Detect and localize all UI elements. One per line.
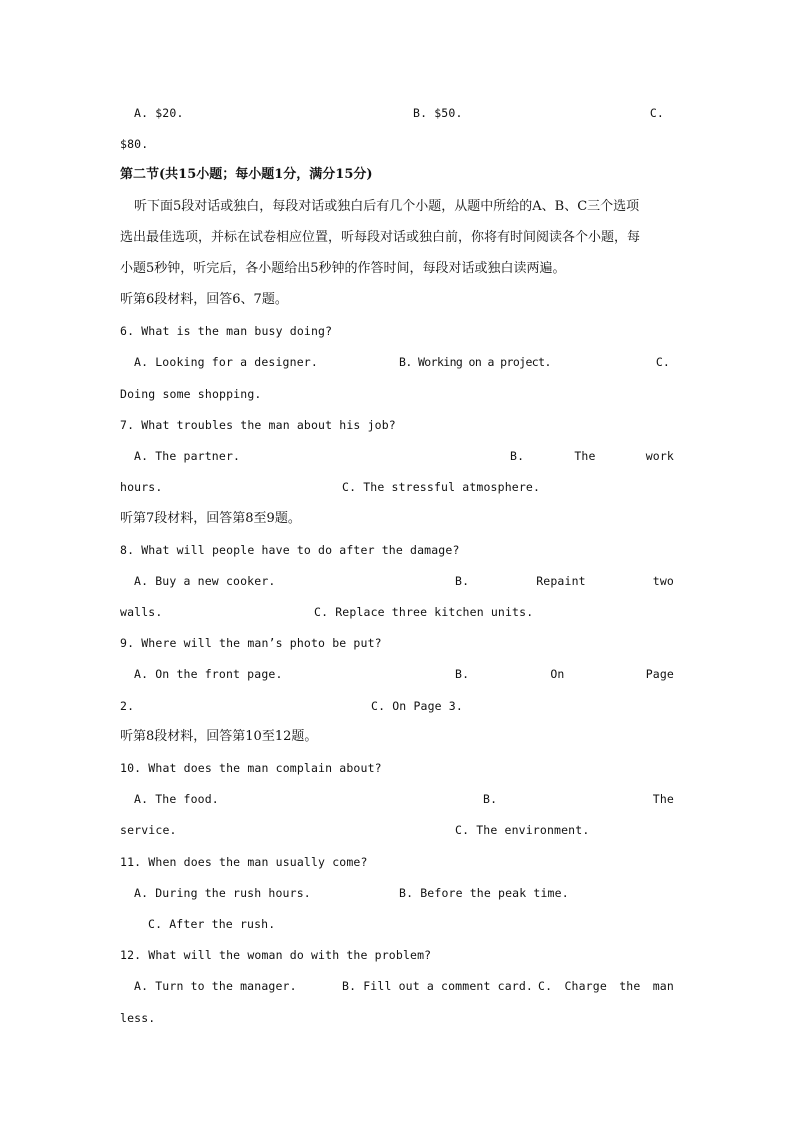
q7-option-a: A. The partner.	[134, 449, 241, 463]
q12-option-c-word: the	[619, 979, 641, 993]
q7-option-b-word: work	[645, 449, 674, 463]
q8-options-row	[120, 571, 674, 591]
q12-options-row	[120, 976, 674, 996]
q6-option-a: A. Looking for a designer.	[134, 355, 318, 369]
q10-option-a: A. The food.	[134, 792, 219, 806]
q8-option-b-word: Repaint	[536, 574, 586, 588]
q9-option-b	[455, 664, 674, 684]
q11-option-b: B. Before the peak time.	[399, 886, 569, 900]
q6-options-row	[120, 352, 674, 372]
q8-option-c: C. Replace three kitchen units.	[314, 605, 534, 619]
q5-option-b: B. $50.	[413, 106, 463, 120]
q12-option-c	[538, 976, 674, 996]
dialog8-intro: 听第8段材料，回答第10至12题。	[120, 729, 318, 744]
q5-options-row	[120, 103, 674, 123]
q12-option-a: A. Turn to the manager.	[134, 979, 297, 993]
instructions-line-3: 小题5秒钟，听完后，各小题给出5秒钟的作答时间，每段对话或独白读两遍。	[120, 261, 566, 276]
q9-option-b-cont: 2.	[120, 699, 135, 713]
q6-option-c-letter: C.	[655, 355, 670, 369]
q9-options-row	[120, 664, 674, 684]
q8-option-b-word: two	[652, 574, 674, 588]
q6-option-b: B. Working on a project.	[399, 355, 551, 369]
q9-stem: 9. Where will the man’s photo be put?	[120, 636, 382, 650]
q7-stem: 7. What troubles the man about his job?	[120, 418, 396, 432]
q9-options-row-2	[120, 696, 674, 716]
q10-option-b-word: B.	[483, 792, 498, 806]
q9-option-c: C. On Page 3.	[371, 699, 463, 713]
q11-option-c: C. After the rush.	[148, 917, 276, 931]
q7-options-row-2	[120, 477, 674, 497]
q10-option-c: C. The environment.	[455, 823, 590, 837]
q7-option-b	[510, 446, 674, 466]
q12-option-c-word: man	[652, 979, 674, 993]
q7-option-b-cont: hours.	[120, 480, 163, 494]
q9-option-b-word: On	[550, 667, 565, 681]
q10-option-b-cont: service.	[120, 823, 177, 837]
instructions-line-2: 选出最佳选项，并标在试卷相应位置，听每段对话或独白前，你将有时间阅读各个小题，每	[120, 230, 641, 245]
instructions-line-1: 听下面5段对话或独白，每段对话或独白后有几个小题，从题中所给的A、B、C三个选项	[134, 199, 640, 214]
q11-options-row	[120, 883, 674, 903]
q10-option-b	[483, 789, 674, 809]
q7-option-b-word: B.	[510, 449, 525, 463]
q10-options-row	[120, 789, 674, 809]
q7-options-row	[120, 446, 674, 466]
q8-stem: 8. What will people have to do after the damage?	[120, 543, 460, 557]
q5-option-a: A. $20.	[134, 106, 184, 120]
q10-stem: 10. What does the man complain about?	[120, 761, 382, 775]
q9-option-a: A. On the front page.	[134, 667, 283, 681]
q8-option-b-cont: walls.	[120, 605, 163, 619]
q7-option-b-word: The	[574, 449, 596, 463]
q10-options-row-2	[120, 820, 674, 840]
q9-option-b-word: B.	[455, 667, 470, 681]
q6-stem: 6. What is the man busy doing?	[120, 324, 333, 338]
q12-stem: 12. What will the woman do with the problem?	[120, 948, 432, 962]
dialog7-intro: 听第7段材料，回答第8至9题。	[120, 511, 301, 526]
section-heading: 第二节(共15小题；每小题1分，满分15分)	[120, 167, 373, 182]
q12-option-b: B. Fill out a comment card.	[342, 979, 533, 993]
q12-option-c-word: C.	[538, 979, 553, 993]
q11-stem: 11. When does the man usually come?	[120, 855, 368, 869]
q12-option-c-word: Charge	[564, 979, 607, 993]
q8-option-b-word: B.	[455, 574, 470, 588]
q8-options-row-2	[120, 602, 674, 622]
dialog6-intro: 听第6段材料，回答6、7题。	[120, 292, 288, 307]
q8-option-a: A. Buy a new cooker.	[134, 574, 276, 588]
q7-option-c: C. The stressful atmosphere.	[342, 480, 541, 494]
q9-option-b-word: Page	[645, 667, 674, 681]
q6-option-c-text: Doing some shopping.	[120, 387, 262, 401]
q8-option-b	[455, 571, 674, 591]
q5-option-c-text: $80.	[120, 137, 149, 151]
q10-option-b-word: The	[652, 792, 674, 806]
q12-option-c-cont: less.	[120, 1011, 156, 1025]
q5-option-c-letter: C.	[649, 106, 664, 120]
q11-option-a: A. During the rush hours.	[134, 886, 311, 900]
